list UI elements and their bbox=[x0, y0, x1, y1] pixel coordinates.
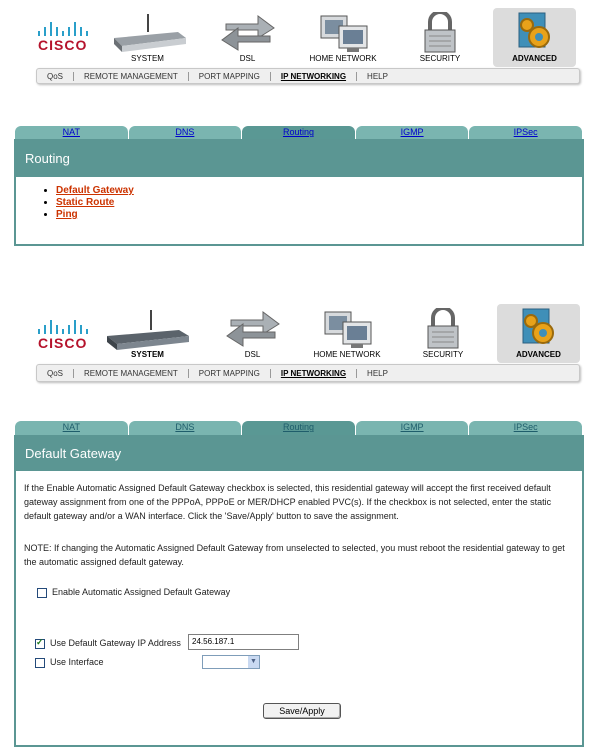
subnav-bar bbox=[36, 364, 580, 382]
header-second bbox=[0, 300, 595, 412]
padlock-icon bbox=[420, 12, 460, 54]
chevron-down-icon: ▼ bbox=[248, 656, 259, 668]
gears-icon bbox=[513, 11, 557, 55]
cisco-logo: CISCO bbox=[38, 22, 90, 54]
exchange-arrows-icon bbox=[218, 12, 278, 52]
tab-ipsec[interactable]: IPSec bbox=[469, 126, 582, 139]
padlock-icon bbox=[423, 308, 463, 350]
subnav-ip-networking[interactable]: IP NETWORKING bbox=[271, 369, 357, 378]
nav-advanced[interactable]: ADVANCED bbox=[497, 304, 580, 363]
nav-dsl[interactable]: DSL bbox=[215, 308, 290, 363]
static-route-link[interactable]: Static Route bbox=[56, 197, 115, 208]
subnav-qos[interactable]: QoS bbox=[37, 72, 74, 81]
nav-home-network[interactable]: HOME NETWORK bbox=[298, 12, 388, 67]
tab-ipsec[interactable]: IPSec bbox=[469, 421, 582, 435]
subnav-port-mapping[interactable]: PORT MAPPING bbox=[189, 369, 271, 378]
nav-system[interactable]: SYSTEM bbox=[100, 308, 195, 363]
tab-routing[interactable]: Routing bbox=[242, 421, 355, 435]
router-icon bbox=[108, 12, 188, 52]
use-interface-label: Use Interface bbox=[50, 657, 104, 667]
interface-select[interactable] bbox=[202, 655, 260, 669]
subnav-remote-management[interactable]: REMOTE MANAGEMENT bbox=[74, 369, 189, 378]
description-text: If the Enable Automatic Assigned Default Gateway checkbox is selected, this residential gateway will accept the first received default gateway assignment from one of the PPPoA, PPPoE or MER/DHCP enabled PVC(s). If the checkbox is not selected, enter the static default gateway and/or a WAN interface. Click the 'Save/Apply' button to save the assignment. bbox=[24, 483, 552, 521]
tab-nat[interactable]: NAT bbox=[15, 421, 128, 435]
gears-icon bbox=[517, 307, 561, 351]
tab-igmp[interactable]: IGMP bbox=[356, 421, 469, 435]
tab-igmp[interactable]: IGMP bbox=[356, 126, 469, 139]
routing-panel bbox=[14, 139, 584, 246]
interface-select-value bbox=[203, 662, 205, 671]
cisco-logo: CISCO bbox=[38, 320, 90, 352]
tab-nat[interactable]: NAT bbox=[15, 126, 128, 139]
subnav-bar bbox=[36, 68, 580, 84]
nav-security[interactable]: SECURITY bbox=[405, 12, 475, 67]
tab-bar-routing bbox=[15, 126, 583, 139]
router-icon bbox=[103, 308, 193, 350]
use-interface-checkbox[interactable] bbox=[35, 658, 45, 668]
default-gateway-link[interactable]: Default Gateway bbox=[56, 185, 134, 196]
list-item bbox=[56, 185, 582, 197]
page-title: Default Gateway bbox=[16, 437, 582, 471]
tab-dns[interactable]: DNS bbox=[129, 421, 242, 435]
ping-link[interactable]: Ping bbox=[56, 209, 78, 220]
nav-dsl[interactable]: DSL bbox=[210, 12, 285, 67]
tab-routing[interactable]: Routing bbox=[242, 126, 355, 139]
exchange-arrows-icon bbox=[223, 308, 283, 350]
list-item bbox=[56, 209, 582, 221]
subnav-qos[interactable]: QoS bbox=[37, 369, 74, 378]
nav-advanced[interactable]: ADVANCED bbox=[493, 8, 576, 67]
enable-auto-gateway-label: Enable Automatic Assigned Default Gateway bbox=[52, 587, 231, 597]
page-title: Routing bbox=[16, 141, 582, 177]
computers-icon bbox=[317, 308, 377, 350]
enable-auto-gateway-checkbox[interactable] bbox=[37, 588, 47, 598]
nav-system[interactable]: SYSTEM bbox=[105, 12, 190, 67]
subnav-help[interactable]: HELP bbox=[367, 71, 388, 81]
save-apply-button[interactable]: Save/Apply bbox=[263, 703, 341, 719]
subnav-remote-management[interactable]: REMOTE MANAGEMENT bbox=[74, 72, 189, 81]
computers-icon bbox=[313, 12, 373, 54]
note-text: NOTE: If changing the Automatic Assigned Default Gateway from unselected to selected, you must reboot the residential gateway to get the automatic assigned default gateway. bbox=[24, 543, 565, 567]
tab-bar-gateway bbox=[15, 421, 583, 435]
subnav-port-mapping[interactable]: PORT MAPPING bbox=[189, 72, 271, 81]
routing-links bbox=[16, 185, 582, 221]
nav-security[interactable]: SECURITY bbox=[408, 308, 478, 363]
list-item bbox=[56, 197, 582, 209]
tab-dns[interactable]: DNS bbox=[129, 126, 242, 139]
gateway-ip-input[interactable]: 24.56.187.1 bbox=[188, 634, 299, 650]
use-gateway-ip-label: Use Default Gateway IP Address bbox=[50, 638, 181, 648]
subnav-ip-networking[interactable]: IP NETWORKING bbox=[271, 72, 357, 81]
subnav-help[interactable]: HELP bbox=[367, 368, 388, 378]
default-gateway-panel bbox=[14, 435, 584, 747]
header-top bbox=[0, 0, 595, 105]
use-gateway-ip-checkbox[interactable] bbox=[35, 639, 45, 649]
nav-home-network[interactable]: HOME NETWORK bbox=[302, 308, 392, 363]
